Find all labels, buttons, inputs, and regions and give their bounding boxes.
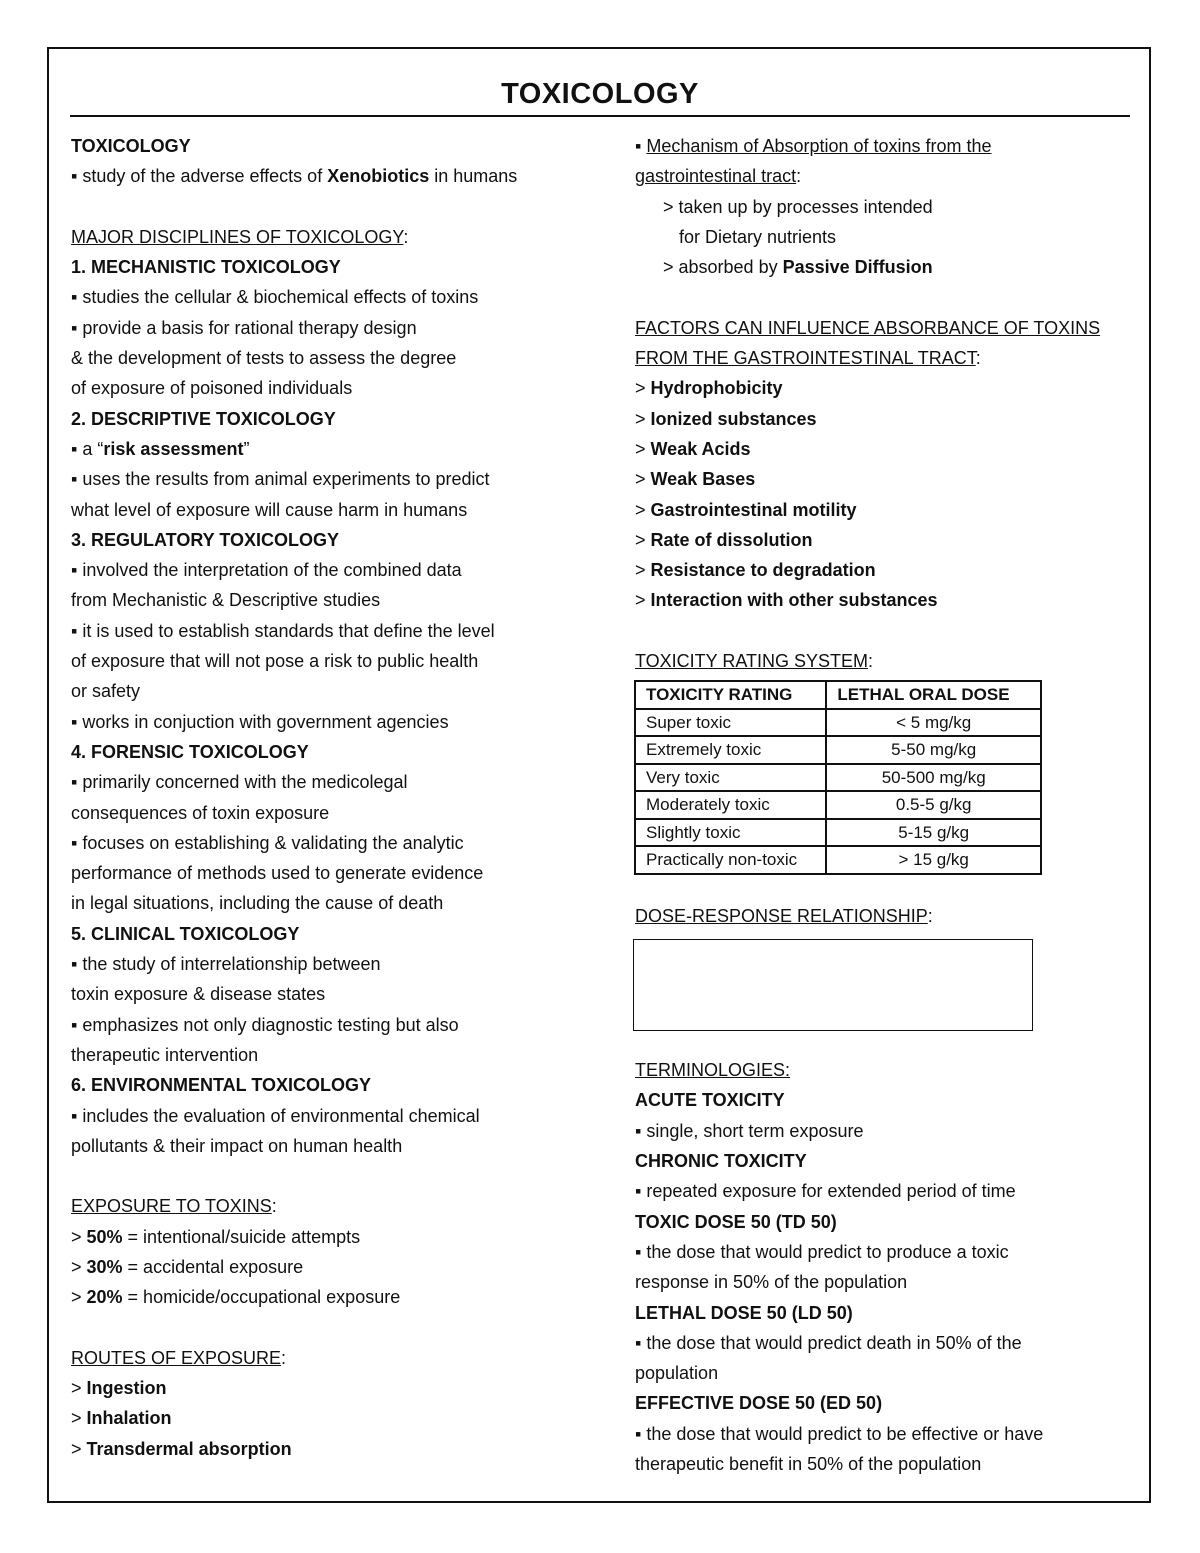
term-line: ▪ single, short term exposure	[635, 1120, 864, 1141]
table-row	[635, 791, 1041, 819]
routes-heading: ROUTES OF EXPOSURE:	[71, 1347, 287, 1368]
term-heading: ACUTE TOXICITY	[635, 1090, 785, 1111]
rating-cell: Super toxic	[635, 709, 826, 737]
discipline-line: ▪ focuses on establishing & validating the analytic	[71, 832, 464, 853]
rating-cell: Extremely toxic	[635, 736, 826, 764]
factors-heading-cont: FROM THE GASTROINTESTINAL TRACT:	[635, 348, 981, 369]
factor-item: > Gastrointestinal motility	[635, 499, 857, 520]
exposure-heading: EXPOSURE TO TOXINS:	[71, 1196, 277, 1217]
table-row	[635, 764, 1041, 792]
left-column	[71, 131, 611, 1464]
absorption-heading-cont: gastrointestinal tract:	[635, 166, 802, 187]
rating-cell: Moderately toxic	[635, 791, 826, 819]
exposure-item: > 20% = homicide/occupational exposure	[71, 1287, 401, 1308]
intro-heading: TOXICOLOGY	[71, 136, 191, 156]
discipline-heading: 6. ENVIRONMENTAL TOXICOLOGY	[71, 1075, 372, 1096]
factor-item: > Interaction with other substances	[635, 590, 938, 611]
discipline-line: performance of methods used to generate evidence	[71, 863, 484, 884]
exposure-item: > 50% = intentional/suicide attempts	[71, 1226, 361, 1247]
absorption-line: for Dietary nutrients	[679, 226, 837, 247]
discipline-heading: 1. MECHANISTIC TOXICOLOGY	[71, 257, 341, 278]
discipline-line: or safety	[71, 681, 141, 702]
discipline-line: ▪ uses the results from animal experiments to predict	[71, 469, 490, 490]
absorption-heading: ▪ Mechanism of Absorption of toxins from the	[635, 136, 992, 156]
rating-cell: Slightly toxic	[635, 819, 826, 847]
discipline-line: ▪ emphasizes not only diagnostic testing but also	[71, 1014, 459, 1035]
factor-item: > Resistance to degradation	[635, 560, 876, 581]
factor-item: > Hydrophobicity	[635, 378, 783, 399]
factor-item: > Weak Bases	[635, 469, 756, 490]
discipline-line: consequences of toxin exposure	[71, 802, 330, 823]
dose-response-box	[633, 939, 1033, 1031]
factors-heading: FACTORS CAN INFLUENCE ABSORBANCE OF TOXINS	[635, 317, 1101, 338]
term-line: therapeutic benefit in 50% of the population	[635, 1454, 982, 1474]
discipline-heading: 5. CLINICAL TOXICOLOGY	[71, 923, 300, 944]
route-item: > Transdermal absorption	[71, 1438, 292, 1459]
term-heading: CHRONIC TOXICITY	[635, 1151, 807, 1172]
toxicity-rating-table	[634, 680, 1042, 875]
term-heading: EFFECTIVE DOSE 50 (ED 50)	[635, 1393, 883, 1414]
dose-cell: < 5 mg/kg	[826, 709, 1041, 737]
discipline-line: pollutants & their impact on human health	[71, 1135, 403, 1156]
document-title: TOXICOLOGY	[501, 78, 699, 110]
discipline-heading: 3. REGULATORY TOXICOLOGY	[71, 529, 340, 550]
exposure-item: > 30% = accidental exposure	[71, 1256, 304, 1277]
term-heading: LETHAL DOSE 50 (LD 50)	[635, 1302, 853, 1323]
terminologies-heading: TERMINOLOGIES:	[635, 1060, 791, 1081]
discipline-line: toxin exposure & disease states	[71, 984, 326, 1005]
dose-cell: 5-50 mg/kg	[826, 736, 1041, 764]
term-line: ▪ repeated exposure for extended period of time	[635, 1181, 1016, 1202]
term-line: response in 50% of the population	[635, 1272, 908, 1293]
dose-cell: 50-500 mg/kg	[826, 764, 1041, 792]
absorption-line: > taken up by processes intended	[663, 196, 933, 217]
table-row	[635, 819, 1041, 847]
title-divider	[70, 115, 1130, 117]
dose-cell: > 15 g/kg	[826, 846, 1041, 874]
dose-response-heading: DOSE-RESPONSE RELATIONSHIP:	[635, 905, 933, 926]
term-line: ▪ the dose that would predict to produce a toxic	[635, 1241, 1009, 1262]
discipline-line: of exposure of poisoned individuals	[71, 378, 353, 399]
route-item: > Ingestion	[71, 1378, 167, 1399]
discipline-line: ▪ works in conjuction with government agencies	[71, 711, 449, 732]
discipline-line: from Mechanistic & Descriptive studies	[71, 590, 381, 611]
discipline-line: ▪ provide a basis for rational therapy design	[71, 317, 417, 338]
term-line: ▪ the dose that would predict death in 50% of the	[635, 1332, 1022, 1353]
rating-heading: TOXICITY RATING SYSTEM:	[635, 651, 874, 672]
rating-cell: Very toxic	[635, 764, 826, 792]
discipline-line: ▪ the study of interrelationship between	[71, 954, 381, 975]
right-column	[635, 131, 1135, 1479]
intro-definition: ▪ study of the adverse effects of Xenobiotics in humans	[71, 166, 518, 187]
factor-item: > Weak Acids	[635, 438, 751, 459]
discipline-line: of exposure that will not pose a risk to public health	[71, 651, 479, 672]
discipline-line: therapeutic intervention	[71, 1044, 259, 1065]
term-heading: TOXIC DOSE 50 (TD 50)	[635, 1211, 837, 1232]
term-line: ▪ the dose that would predict to be effective or have	[635, 1423, 1044, 1444]
disciplines-heading: MAJOR DISCIPLINES OF TOXICOLOGY:	[71, 226, 409, 247]
term-line: population	[635, 1363, 719, 1384]
column-header: TOXICITY RATING	[635, 681, 826, 709]
table-row	[635, 709, 1041, 737]
rating-cell: Practically non-toxic	[635, 846, 826, 874]
discipline-line: ▪ primarily concerned with the medicolegal	[71, 772, 408, 793]
table-row	[635, 736, 1041, 764]
table-header-row	[635, 681, 1041, 709]
discipline-line: ▪ involved the interpretation of the combined data	[71, 560, 462, 581]
discipline-heading: 4. FORENSIC TOXICOLOGY	[71, 741, 309, 762]
discipline-line: in legal situations, including the cause of death	[71, 893, 444, 914]
factor-item: > Rate of dissolution	[635, 529, 813, 550]
discipline-line: ▪ studies the cellular & biochemical effects of toxins	[71, 287, 479, 308]
table-row	[635, 846, 1041, 874]
discipline-line: & the development of tests to assess the degree	[71, 348, 457, 369]
factor-item: > Ionized substances	[635, 408, 817, 429]
column-header: LETHAL ORAL DOSE	[826, 681, 1041, 709]
dose-cell: 5-15 g/kg	[826, 819, 1041, 847]
discipline-line: ▪ includes the evaluation of environmental chemical	[71, 1105, 480, 1126]
absorption-line: > absorbed by Passive Diffusion	[663, 257, 933, 278]
dose-cell: 0.5-5 g/kg	[826, 791, 1041, 819]
discipline-line: ▪ a “risk assessment”	[71, 438, 250, 459]
discipline-line: what level of exposure will cause harm in humans	[71, 499, 468, 520]
route-item: > Inhalation	[71, 1408, 172, 1429]
discipline-heading: 2. DESCRIPTIVE TOXICOLOGY	[71, 408, 336, 429]
discipline-line: ▪ it is used to establish standards that define the level	[71, 620, 495, 641]
